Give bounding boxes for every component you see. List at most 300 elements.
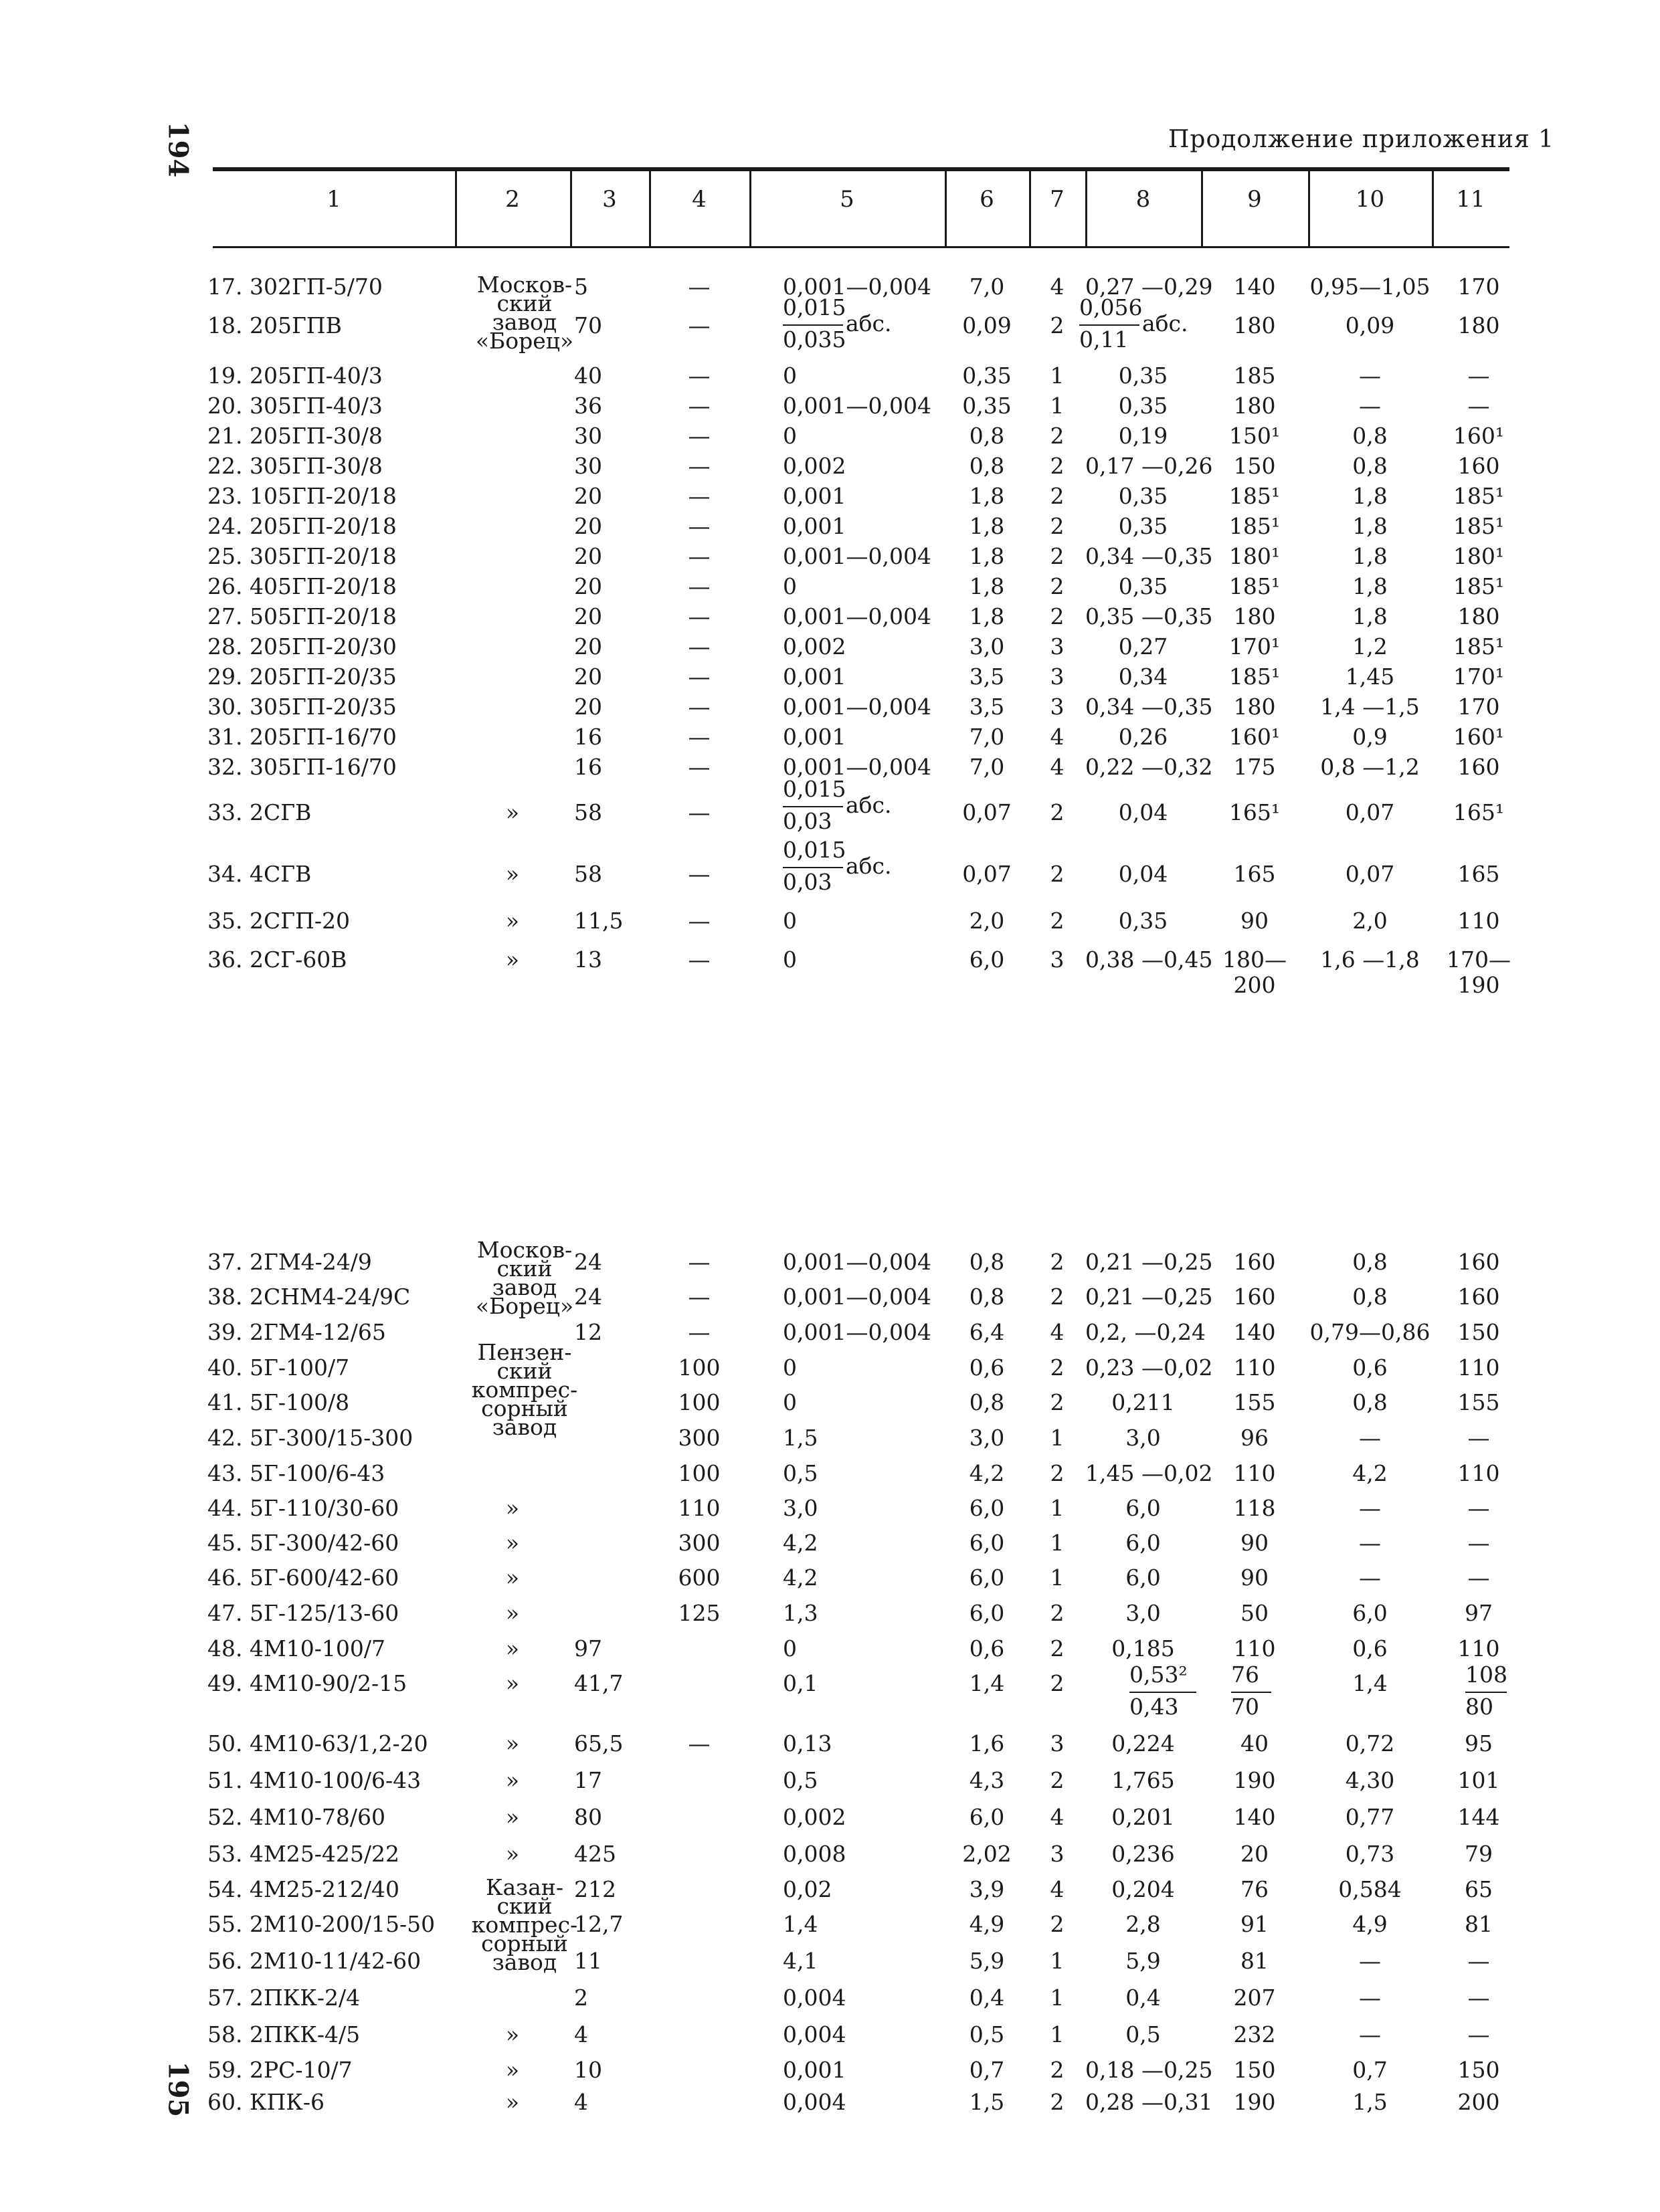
cell-col10: 0,09 (1345, 312, 1395, 338)
cell-col8: 0,185 (1111, 1635, 1175, 1662)
model-name: 59. 2РС-10/7 (207, 2057, 353, 2083)
cell-col9-cont: 200 (1233, 972, 1276, 998)
cell-col7: 1 (1050, 1425, 1065, 1451)
cell-col5: 0,004 (783, 1985, 846, 2011)
cell-col5: 0,5 (783, 1460, 818, 1486)
cell-col7: 3 (1050, 1730, 1065, 1756)
cell-col10: 0,6 (1352, 1354, 1388, 1381)
model-name: 38. 2СНМ4-24/9С (207, 1284, 411, 1310)
cell-col4: — (688, 1730, 711, 1756)
cell-col11: 160¹ (1453, 423, 1505, 449)
cell-col9: 185¹ (1228, 664, 1281, 690)
cell-col7: 4 (1050, 1804, 1065, 1830)
cell-col11: 65 (1465, 1876, 1493, 1902)
model-name: 29. 205ГП-20/35 (207, 664, 397, 690)
cell-col8: 0,34 —0,35 (1085, 694, 1213, 720)
cell-col9: 160 (1233, 1284, 1276, 1310)
cell-col7: 3 (1050, 664, 1065, 690)
cell-col4: 100 (678, 1389, 721, 1415)
cell-col10: 2,0 (1352, 908, 1388, 934)
cell-col10: 0,8 (1352, 1284, 1388, 1310)
cell-col11: — (1467, 1530, 1490, 1556)
cell-col9: 40 (1240, 1730, 1269, 1756)
column-header: 6 (980, 186, 994, 213)
cell-col6: 4,9 (969, 1911, 1005, 1937)
cell-col8: 0,35 (1118, 513, 1168, 539)
cell-col5: 0 (783, 573, 797, 599)
cell-col3: 65,5 (574, 1730, 624, 1756)
cell-col11: 110 (1457, 908, 1500, 934)
cell-col10: 1,8 (1352, 483, 1388, 509)
cell-col4: — (688, 861, 711, 887)
cell-col5: 0 (783, 1389, 797, 1415)
cell-col11: 95 (1465, 1730, 1493, 1756)
ditto-mark: » (505, 1495, 520, 1521)
cell-col3: 17 (574, 1767, 602, 1793)
cell-col11: 81 (1465, 1911, 1493, 1937)
cell-col5: 4,1 (783, 1948, 818, 1974)
ditto-mark: » (505, 1670, 520, 1696)
cell-col3: 36 (574, 393, 602, 419)
cell-col9: 165 (1233, 861, 1276, 887)
cell-col11: 170 (1457, 694, 1500, 720)
cell-col3: 20 (574, 694, 602, 720)
cell-col11: 144 (1457, 1804, 1500, 1830)
cell-col7: 2 (1050, 1600, 1065, 1626)
cell-col10: 0,8 —1,2 (1320, 754, 1420, 780)
cell-col7: 2 (1050, 1635, 1065, 1662)
cell-col8: 6,0 (1125, 1565, 1161, 1591)
cell-col8: 0,35 —0,35 (1085, 603, 1213, 629)
cell-col8: 0,224 (1111, 1730, 1175, 1756)
cell-col5: 0,001—0,004 (783, 543, 931, 569)
cell-col9: 140 (1233, 1804, 1276, 1830)
cell-col7: 2 (1050, 908, 1065, 934)
cell-col6: 0,8 (969, 423, 1005, 449)
model-name: 45. 5Г-300/42-60 (207, 1530, 399, 1556)
cell-col6: 0,07 (962, 861, 1012, 887)
model-name: 47. 5Г-125/13-60 (207, 1600, 399, 1626)
cell-col6: 6,0 (969, 1804, 1005, 1830)
cell-col8: 0,19 (1118, 423, 1168, 449)
cell-col10: — (1359, 1425, 1381, 1451)
cell-col7: 2 (1050, 799, 1065, 825)
model-name: 44. 5Г-110/30-60 (207, 1495, 399, 1521)
ditto-mark: » (505, 861, 520, 887)
cell-col8: 0,04 (1118, 861, 1168, 887)
cell-col6: 0,8 (969, 1249, 1005, 1275)
cell-col9: 180 (1233, 603, 1276, 629)
cell-col8: 0,23 —0,02 (1085, 1354, 1213, 1381)
model-name: 33. 2СГВ (207, 799, 312, 825)
cell-col9: 190 (1233, 2089, 1276, 2115)
manufacturer-kazan: Казан- ский компрес- сорный завод (471, 1874, 578, 1975)
column-header: 5 (840, 186, 854, 213)
cell-col5: 4,2 (783, 1530, 818, 1556)
cell-col7: 2 (1050, 603, 1065, 629)
cell-col5: 0,001—0,004 (783, 694, 931, 720)
cell-col5: 0,002 (783, 633, 846, 660)
cell-col4: — (688, 274, 711, 300)
cell-col6: 1,5 (969, 2089, 1005, 2115)
column-header: 8 (1135, 186, 1151, 213)
cell-col8: 0,17 —0,26 (1085, 453, 1213, 479)
cell-col6: 6,0 (969, 946, 1005, 973)
cell-col7: 2 (1050, 1767, 1065, 1793)
ditto-mark: » (505, 1600, 520, 1626)
cell-col5: 0,001 (783, 2057, 846, 2083)
cell-col10: — (1359, 1495, 1381, 1521)
cell-col7: 2 (1050, 2057, 1065, 2083)
model-name: 18. 205ГПВ (207, 312, 342, 338)
cell-col6: 1,8 (969, 603, 1005, 629)
cell-col4: — (688, 946, 711, 973)
cell-col5: 0 (783, 363, 797, 389)
cell-col7: 3 (1050, 694, 1065, 720)
cell-col5: 1,5 (783, 1425, 818, 1451)
cell-col6: 7,0 (969, 724, 1005, 750)
cell-col9: 140 (1233, 274, 1276, 300)
cell-col3: 13 (574, 946, 602, 973)
cell-col11: 79 (1465, 1841, 1493, 1867)
cell-col5: 0,001 (783, 664, 846, 690)
cell-col7: 2 (1050, 1249, 1065, 1275)
manufacturer-borets-b: Москов- ский завод «Борец» (475, 1237, 574, 1319)
cell-col8: 0,204 (1111, 1876, 1175, 1902)
model-name: 27. 505ГП-20/18 (207, 603, 397, 629)
cell-col6: 2,02 (962, 1841, 1012, 1867)
model-name: 51. 4М10-100/6-43 (207, 1767, 422, 1793)
cell-col9: 180 (1233, 694, 1276, 720)
cell-col10: 0,79—0,86 (1309, 1319, 1431, 1345)
cell-col6: 0,7 (969, 2057, 1005, 2083)
cell-col9: 110 (1233, 1354, 1276, 1381)
cell-col6: 0,35 (962, 393, 1012, 419)
cell-col8: 0,26 (1118, 724, 1168, 750)
cell-col7: 2 (1050, 1284, 1065, 1310)
cell-col11: 150 (1457, 1319, 1500, 1345)
cell-col4: — (688, 1249, 711, 1275)
cell-col6: 6,0 (969, 1565, 1005, 1591)
cell-col8: 6,0 (1125, 1495, 1161, 1521)
cell-col5: 1,3 (783, 1600, 818, 1626)
model-name: 19. 205ГП-40/3 (207, 363, 383, 389)
cell-col5: 0,001—0,004 (783, 393, 931, 419)
cell-col4: 125 (678, 1600, 721, 1626)
cell-col5: 0 (783, 908, 797, 934)
cell-col4: 100 (678, 1460, 721, 1486)
column-header: 9 (1247, 186, 1262, 213)
cell-col11: 97 (1465, 1600, 1493, 1626)
cell-col6: 0,4 (969, 1985, 1005, 2011)
cell-col6: 1,8 (969, 573, 1005, 599)
column-header: 7 (1050, 186, 1065, 213)
cell-col6: 3,9 (969, 1876, 1005, 1902)
cell-col9: 150¹ (1228, 423, 1281, 449)
cell-col11: 160¹ (1453, 724, 1505, 750)
cell-col6: 5,9 (969, 1948, 1005, 1974)
cell-col4: 110 (678, 1495, 721, 1521)
cell-col3: 20 (574, 573, 602, 599)
cell-col5: 0,001—0,004 (783, 1249, 931, 1275)
cell-col4: — (688, 724, 711, 750)
cell-col11: 110 (1457, 1635, 1500, 1662)
cell-col5: 0,004 (783, 2021, 846, 2047)
cell-col8: 0,21 —0,25 (1085, 1284, 1213, 1310)
cell-col3: 41,7 (574, 1670, 624, 1696)
cell-col8: 0,38 —0,45 (1085, 946, 1213, 973)
cell-col8: 0,22 —0,32 (1085, 754, 1213, 780)
cell-col3: 58 (574, 861, 602, 887)
cell-col8: 0,201 (1111, 1804, 1175, 1830)
cell-col7: 2 (1050, 1354, 1065, 1381)
cell-col7: 4 (1050, 1876, 1065, 1902)
cell-col5: 0 (783, 1635, 797, 1662)
cell-col9: 76 (1240, 1876, 1269, 1902)
cell-col11: 160 (1457, 754, 1500, 780)
cell-col7: 2 (1050, 312, 1065, 338)
cell-col10: 4,30 (1345, 1767, 1395, 1793)
cell-col4: — (688, 664, 711, 690)
cell-col6: 3,5 (969, 694, 1005, 720)
cell-col10: 1,4 —1,5 (1320, 694, 1420, 720)
cell-col9: 96 (1240, 1425, 1269, 1451)
cell-col10: — (1359, 1565, 1381, 1591)
cell-col10: 1,8 (1352, 543, 1388, 569)
ditto-mark: » (505, 1767, 520, 1793)
cell-col11: 180¹ (1453, 543, 1505, 569)
cell-col9: 20 (1240, 1841, 1269, 1867)
cell-col10: 0,95—1,05 (1309, 274, 1431, 300)
ditto-mark: » (505, 908, 520, 934)
cell-col6: 0,8 (969, 1389, 1005, 1415)
cell-col8: 0,34 (1118, 664, 1168, 690)
cell-col5: 0,008 (783, 1841, 846, 1867)
cell-col7: 3 (1050, 633, 1065, 660)
cell-col11: 180 (1457, 312, 1500, 338)
model-name: 28. 205ГП-20/30 (207, 633, 397, 660)
column-header: 2 (505, 186, 520, 213)
cell-col8: 0,28 —0,31 (1085, 2089, 1213, 2115)
cell-col10: — (1359, 1948, 1381, 1974)
cell-col3: 425 (574, 1841, 616, 1867)
model-name: 60. КПК-6 (207, 2089, 325, 2115)
cell-col5: 0,13 (783, 1730, 832, 1756)
cell-col9: 175 (1233, 754, 1276, 780)
model-name: 54. 4М25-212/40 (207, 1876, 399, 1902)
cell-col6: 0,35 (962, 363, 1012, 389)
cell-col11: 170 (1457, 274, 1500, 300)
cell-col8: 0,18 —0,25 (1085, 2057, 1213, 2083)
model-name: 25. 305ГП-20/18 (207, 543, 397, 569)
cell-col3: 4 (574, 2021, 588, 2047)
cell-col6: 1,8 (969, 513, 1005, 539)
cell-col9: 165¹ (1228, 799, 1281, 825)
cell-col6: 1,4 (969, 1670, 1005, 1696)
cell-col5: 4,2 (783, 1565, 818, 1591)
cell-col4: — (688, 603, 711, 629)
cell-col3: 40 (574, 363, 602, 389)
cell-col7: 2 (1050, 1911, 1065, 1937)
cell-col10: 1,6 —1,8 (1320, 946, 1420, 973)
column-header: 1 (327, 186, 341, 213)
cell-col9: 232 (1233, 2021, 1276, 2047)
cell-col3: 24 (574, 1284, 602, 1310)
cell-col9: 81 (1240, 1948, 1269, 1974)
cell-col10: 1,2 (1352, 633, 1388, 660)
cell-col6: 6,0 (969, 1600, 1005, 1626)
cell-col9: 185¹ (1228, 513, 1281, 539)
cell-col5: 0,001 (783, 724, 846, 750)
cell-col11: — (1467, 1985, 1490, 2011)
cell-col8: 3,0 (1125, 1600, 1161, 1626)
model-name: 35. 2СГП-20 (207, 908, 350, 934)
cell-col3: 5 (574, 274, 588, 300)
cell-col3: 4 (574, 2089, 588, 2115)
cell-col4: — (688, 393, 711, 419)
cell-col11: 185¹ (1453, 513, 1505, 539)
cell-col10: 4,2 (1352, 1460, 1388, 1486)
cell-col9: 150 (1233, 2057, 1276, 2083)
cell-col5: 0,001—0,004 (783, 754, 931, 780)
ditto-mark: » (505, 799, 520, 825)
cell-col10: 0,9 (1352, 724, 1388, 750)
cell-col3: 70 (574, 312, 602, 338)
cell-col11: 180 (1457, 603, 1500, 629)
ditto-mark: » (505, 946, 520, 973)
cell-col3: 20 (574, 603, 602, 629)
cell-col5: 0,1 (783, 1670, 818, 1696)
cell-col5: 0,001 (783, 513, 846, 539)
cell-col10: 4,9 (1352, 1911, 1388, 1937)
cell-col8: 0,4 (1125, 1985, 1161, 2011)
cell-col11: 165 (1457, 861, 1500, 887)
cell-col7: 3 (1050, 1841, 1065, 1867)
cell-col8: 0,35 (1118, 908, 1168, 934)
ditto-mark: » (505, 1530, 520, 1556)
cell-col4: — (688, 694, 711, 720)
model-name: 32. 305ГП-16/70 (207, 754, 397, 780)
column-header: 4 (692, 186, 707, 213)
cell-col3: 212 (574, 1876, 616, 1902)
cell-col8: 0,236 (1111, 1841, 1175, 1867)
cell-col11: — (1467, 1495, 1490, 1521)
cell-col3: 20 (574, 543, 602, 569)
cell-col10: 0,72 (1345, 1730, 1395, 1756)
cell-col5: 0,001—0,004 (783, 1319, 931, 1345)
cell-col7: 1 (1050, 363, 1065, 389)
cell-col8: 0,35 (1118, 573, 1168, 599)
cell-col3: 2 (574, 1985, 588, 2011)
cell-col10: — (1359, 393, 1381, 419)
cell-col4: — (688, 1319, 711, 1345)
cell-col6: 3,5 (969, 664, 1005, 690)
cell-col4: 300 (678, 1530, 721, 1556)
cell-col6: 7,0 (969, 754, 1005, 780)
cell-col3: 11 (574, 1948, 602, 1974)
model-name: 56. 2М10-11/42-60 (207, 1948, 422, 1974)
cell-col8: 0,2, —0,24 (1085, 1319, 1206, 1345)
cell-col11: 101 (1457, 1767, 1500, 1793)
cell-col4: — (688, 573, 711, 599)
cell-col4: 300 (678, 1425, 721, 1451)
cell-col3: 30 (574, 453, 602, 479)
cell-col11: 185¹ (1453, 633, 1505, 660)
cell-col7: 2 (1050, 861, 1065, 887)
cell-col4: — (688, 483, 711, 509)
cell-col3: 12,7 (574, 1911, 624, 1937)
cell-col9: 118 (1233, 1495, 1276, 1521)
cell-col8: 5,9 (1125, 1948, 1161, 1974)
model-name: 20. 305ГП-40/3 (207, 393, 383, 419)
cell-col9: 90 (1240, 908, 1269, 934)
cell-col11: 185¹ (1453, 573, 1505, 599)
cell-col10: — (1359, 363, 1381, 389)
cell-col5: 0 (783, 423, 797, 449)
ditto-mark: » (505, 1730, 520, 1756)
cell-col7: 1 (1050, 1948, 1065, 1974)
cell-col7: 2 (1050, 1670, 1065, 1696)
cell-col3: 30 (574, 423, 602, 449)
cell-col11: — (1467, 393, 1490, 419)
model-name: 43. 5Г-100/6-43 (207, 1460, 385, 1486)
column-header: 11 (1456, 186, 1485, 213)
cell-col3: 10 (574, 2057, 602, 2083)
cell-col6: 6,0 (969, 1495, 1005, 1521)
cell-col9: 190 (1233, 1767, 1276, 1793)
model-name: 39. 2ГМ4-12/65 (207, 1319, 386, 1345)
cell-col8: 0,27 —0,29 (1085, 274, 1213, 300)
cell-col5: 0,001—0,004 (783, 274, 931, 300)
cell-col8: 3,0 (1125, 1425, 1161, 1451)
cell-col11: 160 (1457, 453, 1500, 479)
cell-col6: 0,07 (962, 799, 1012, 825)
model-name: 42. 5Г-300/15-300 (207, 1425, 413, 1451)
cell-col6: 0,6 (969, 1354, 1005, 1381)
cell-col3: 80 (574, 1804, 602, 1830)
cell-col9: 110 (1233, 1460, 1276, 1486)
model-name: 17. 302ГП-5/70 (207, 274, 383, 300)
cell-col4: — (688, 453, 711, 479)
cell-col5: 0 (783, 946, 797, 973)
cell-col8: 0,04 (1118, 799, 1168, 825)
cell-col4: — (688, 543, 711, 569)
cell-col8: 1,765 (1111, 1767, 1175, 1793)
cell-col4: — (688, 513, 711, 539)
cell-col11: — (1467, 1948, 1490, 1974)
cell-col6: 0,6 (969, 1635, 1005, 1662)
cell-col7: 4 (1050, 1319, 1065, 1345)
cell-col5: 0,5 (783, 1767, 818, 1793)
cell-col10: 0,584 (1338, 1876, 1402, 1902)
cell-col8: 0,211 (1111, 1389, 1175, 1415)
cell-col9: 185 (1233, 363, 1276, 389)
cell-col7: 2 (1050, 483, 1065, 509)
model-name: 50. 4М10-63/1,2-20 (207, 1730, 428, 1756)
cell-col11: 170¹ (1453, 664, 1505, 690)
cell-col7: 2 (1050, 2089, 1065, 2115)
cell-col10: 0,77 (1345, 1804, 1395, 1830)
cell-col11: 110 (1457, 1354, 1500, 1381)
cell-col9: 185¹ (1228, 483, 1281, 509)
cell-col6: 4,3 (969, 1767, 1005, 1793)
cell-col5: 0,001—0,004 (783, 603, 931, 629)
cell-col6: 6,4 (969, 1319, 1005, 1345)
manufacturer-borets-a: Москов- ский завод «Борец» (475, 272, 574, 354)
cell-col4: 600 (678, 1565, 721, 1591)
cell-col7: 1 (1050, 2021, 1065, 2047)
cell-col11: 150 (1457, 2057, 1500, 2083)
